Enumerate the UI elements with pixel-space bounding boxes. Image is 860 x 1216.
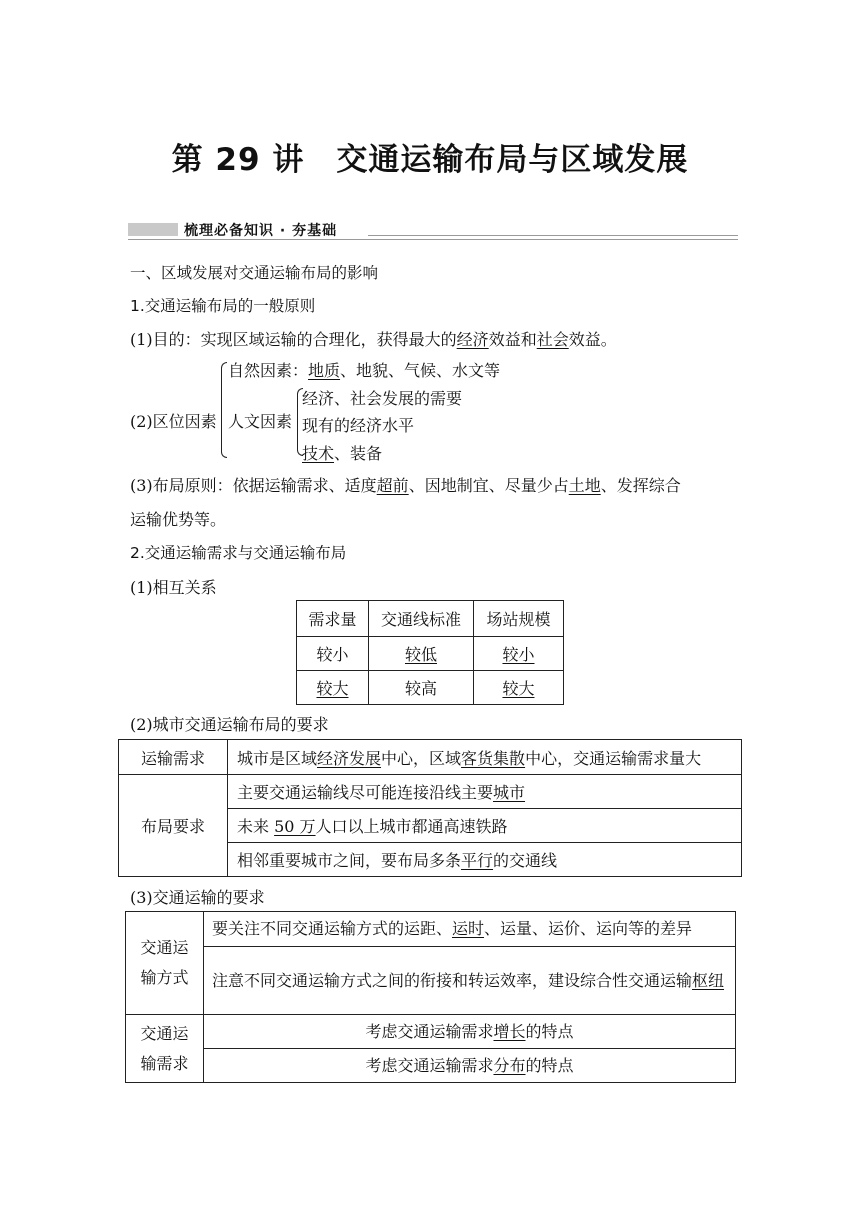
table-cell: 未来 50 万人口以上城市都通高速铁路: [228, 809, 742, 843]
banner-bar: [128, 223, 178, 236]
table-header: 需求量: [297, 601, 369, 637]
table-header: 交通线标准: [369, 601, 474, 637]
table-header: 场站规模: [474, 601, 564, 637]
table-cell: 注意不同交通运输方式之间的衔接和转运效率，建设综合性交通运输枢纽: [204, 947, 736, 1015]
natural-factors: 自然因素：地质、地貌、气候、水文等: [228, 361, 501, 380]
table-cell: 考虑交通运输需求增长的特点: [204, 1015, 736, 1049]
section-banner: [128, 220, 738, 240]
table-cell: 较大: [297, 671, 369, 705]
table-cell: 主要交通运输线尽可能连接沿线主要城市: [228, 775, 742, 809]
location-factors-label: (2)区位因素: [130, 412, 217, 431]
table-cell: 较大: [474, 671, 564, 705]
demand-table: [296, 600, 564, 705]
section-heading-1: 一、区域发展对交通运输布局的影响: [130, 264, 379, 282]
banner-rule-top: [368, 235, 738, 236]
subheading-1: 1.交通运输布局的一般原则: [130, 297, 316, 315]
table-cell: 较小: [474, 637, 564, 671]
subheading-2: 2.交通运输需求与交通运输布局: [130, 544, 347, 562]
transport-requirements-label: (3)交通运输的要求: [130, 888, 265, 907]
outer-brace: [221, 362, 227, 458]
table-row-label: 交通运 输方式: [126, 912, 204, 1015]
human-factor-2: 现有的经济水平: [302, 416, 415, 435]
page-title: 第 29 讲 交通运输布局与区域发展: [171, 142, 689, 178]
table-cell: 较低: [369, 637, 474, 671]
layout-principle-line1: (3)布局原则：依据运输需求、适度超前、因地制宜、尽量少占土地、发挥综合: [130, 476, 681, 495]
table-cell: 较小: [297, 637, 369, 671]
city-table: [118, 739, 742, 877]
transport-table: [125, 911, 736, 1083]
relationship-label: (1)相互关系: [130, 578, 217, 597]
table-cell: 要关注不同交通运输方式的运距、运时、运量、运价、运向等的差异: [204, 912, 736, 947]
layout-principle-line2: 运输优势等。: [130, 510, 227, 529]
human-factor-3: 技术、装备: [302, 444, 383, 463]
table-cell: 相邻重要城市之间，要布局多条平行的交通线: [228, 843, 742, 877]
table-cell: 考虑交通运输需求分布的特点: [204, 1049, 736, 1083]
table-row-label: 交通运 输需求: [126, 1015, 204, 1083]
human-factor-1: 经济、社会发展的需要: [302, 389, 463, 408]
purpose-line: (1)目的：实现区域运输的合理化，获得最大的经济效益和社会效益。: [130, 330, 617, 349]
city-requirements-label: (2)城市交通运输布局的要求: [130, 715, 329, 734]
table-cell: 较高: [369, 671, 474, 705]
table-row-label: 布局要求: [119, 775, 228, 877]
human-factors-label: 人文因素: [228, 412, 293, 431]
banner-text: 梳理必备知识 · 夯基础: [184, 223, 338, 239]
table-row-label: 运输需求: [119, 740, 228, 775]
banner-rule-bottom: [128, 239, 738, 240]
table-cell: 城市是区域经济发展中心，区域客货集散中心，交通运输需求量大: [228, 740, 742, 775]
